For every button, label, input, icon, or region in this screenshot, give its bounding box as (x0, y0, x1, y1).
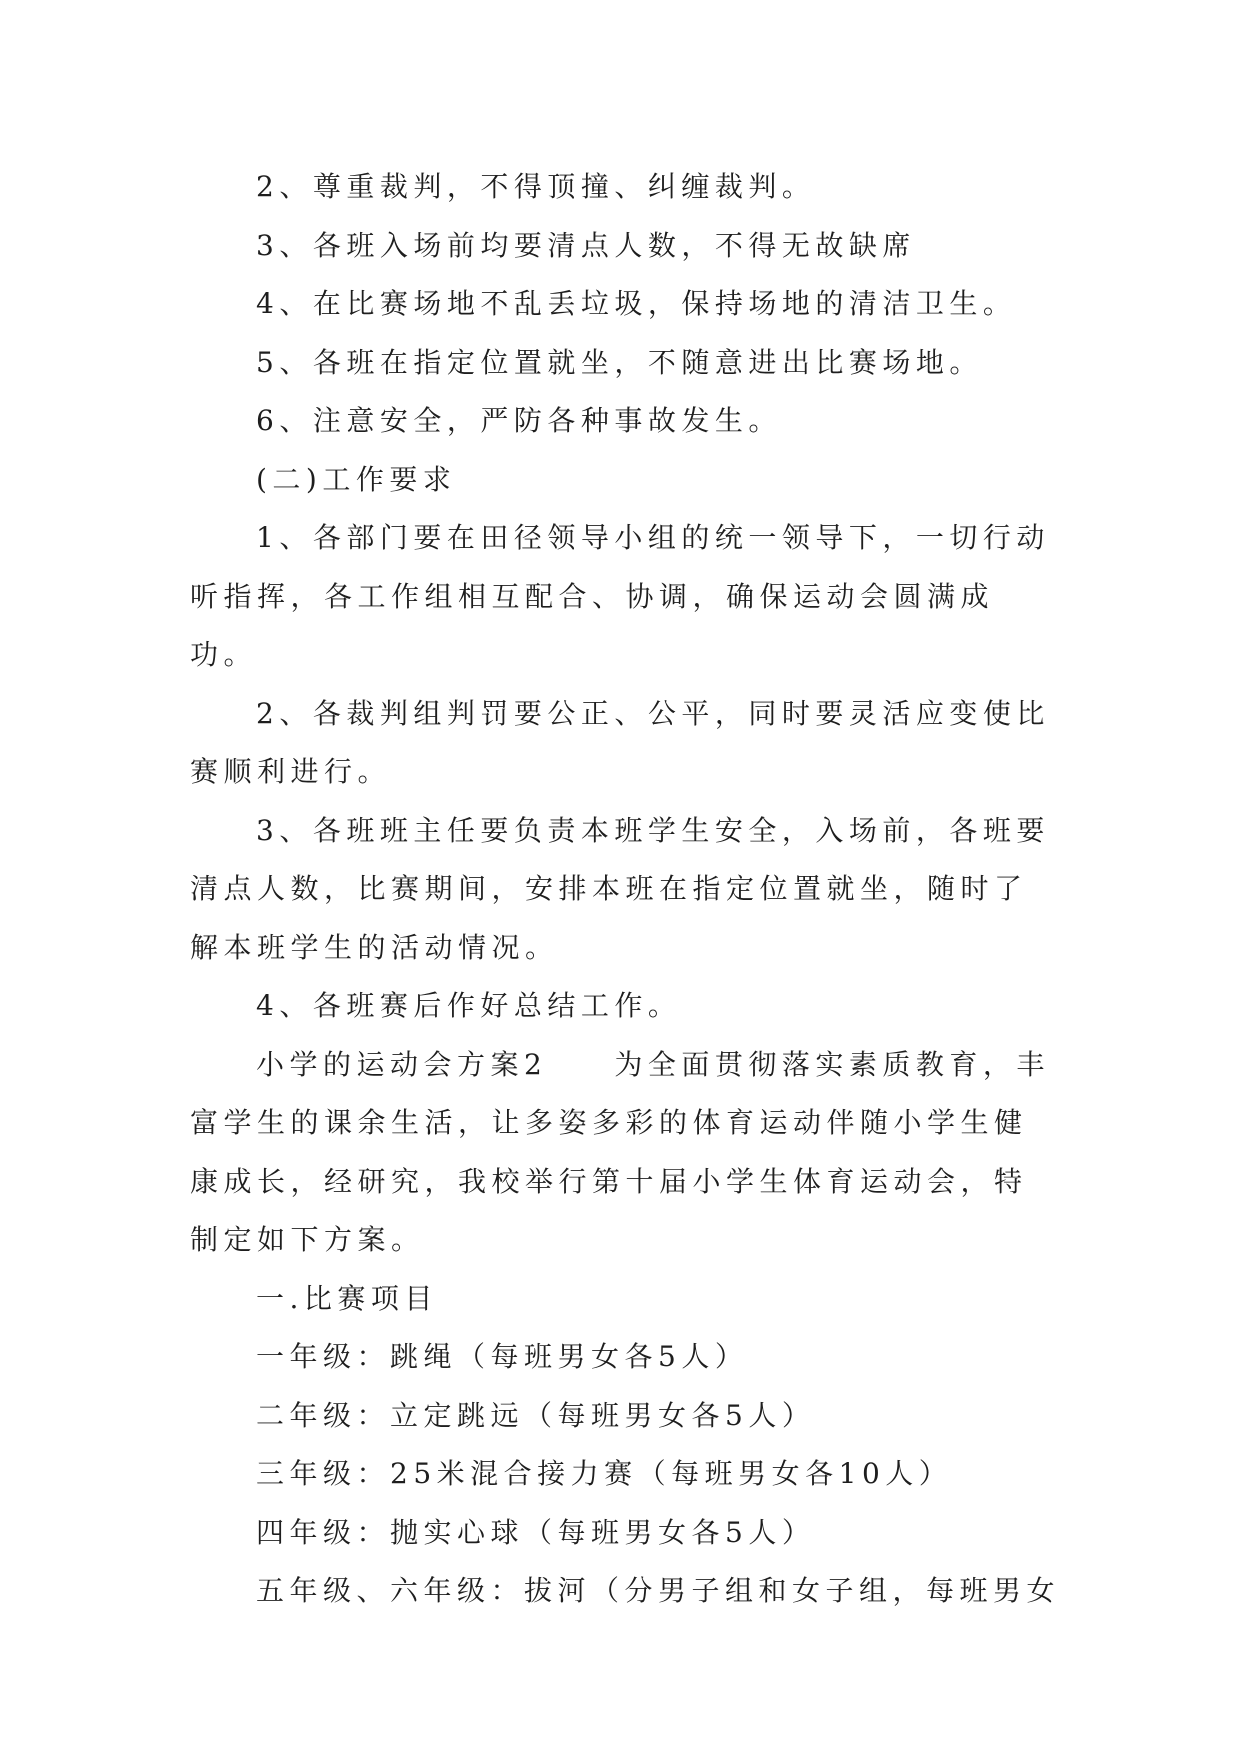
rule-3-paragraph: 3、各班入场前均要清点人数，不得无故缺席 (256, 228, 916, 262)
section-heading-work-requirements: (二)工作要求 (256, 462, 457, 496)
grade-1-event: 一年级：跳绳（每班男女各5人） (256, 1340, 749, 1373)
rule-2-paragraph: 2、尊重裁判，不得顶撞、纠缠裁判。 (256, 170, 816, 203)
grade-3-event: 三年级：25米混合接力赛（每班男女各10人） (256, 1457, 953, 1490)
requirement-4-paragraph: 4、各班赛后作好总结工作。 (256, 989, 682, 1022)
requirement-1-paragraph: 1、各部门要在田径领导小组的统一领导下，一切行动听指挥，各工作组相互配合、协调，确保运动会圆满成功。 (190, 521, 1050, 671)
plan-2-intro-paragraph: 小学的运动会方案2 为全面贯彻落实素质教育，丰富学生的课余生活，让多姿多彩的体育运动伴随小学生健康成长，经研究，我校举行第十届小学生体育运动会，特制定如下方案。 (190, 1047, 1050, 1256)
grade-5-6-event: 五年级、六年级：拔河（分男子组和女子组，每班男女 (256, 1574, 1061, 1607)
grade-4-event: 四年级：抛实心球（每班男女各5人） (256, 1515, 816, 1549)
requirement-2-paragraph: 2、各裁判组判罚要公正、公平，同时要灵活应变使比赛顺利进行。 (190, 696, 1050, 788)
rule-5-paragraph: 5、各班在指定位置就坐，不随意进出比赛场地。 (256, 345, 983, 379)
document-body (190, 158, 1070, 1621)
rule-6-paragraph: 6、注意安全，严防各种事故发生。 (256, 404, 782, 437)
grade-2-event: 二年级：立定跳远（每班男女各5人） (256, 1398, 816, 1432)
rule-4-paragraph: 4、在比赛场地不乱丢垃圾，保持场地的清洁卫生。 (256, 287, 1017, 320)
requirement-3-paragraph: 3、各班班主任要负责本班学生安全，入场前，各班要清点人数，比赛期间，安排本班在指定位置就坐，随时了解本班学生的活动情况。 (190, 813, 1050, 964)
section-heading-events: 一.比赛项目 (256, 1281, 438, 1315)
